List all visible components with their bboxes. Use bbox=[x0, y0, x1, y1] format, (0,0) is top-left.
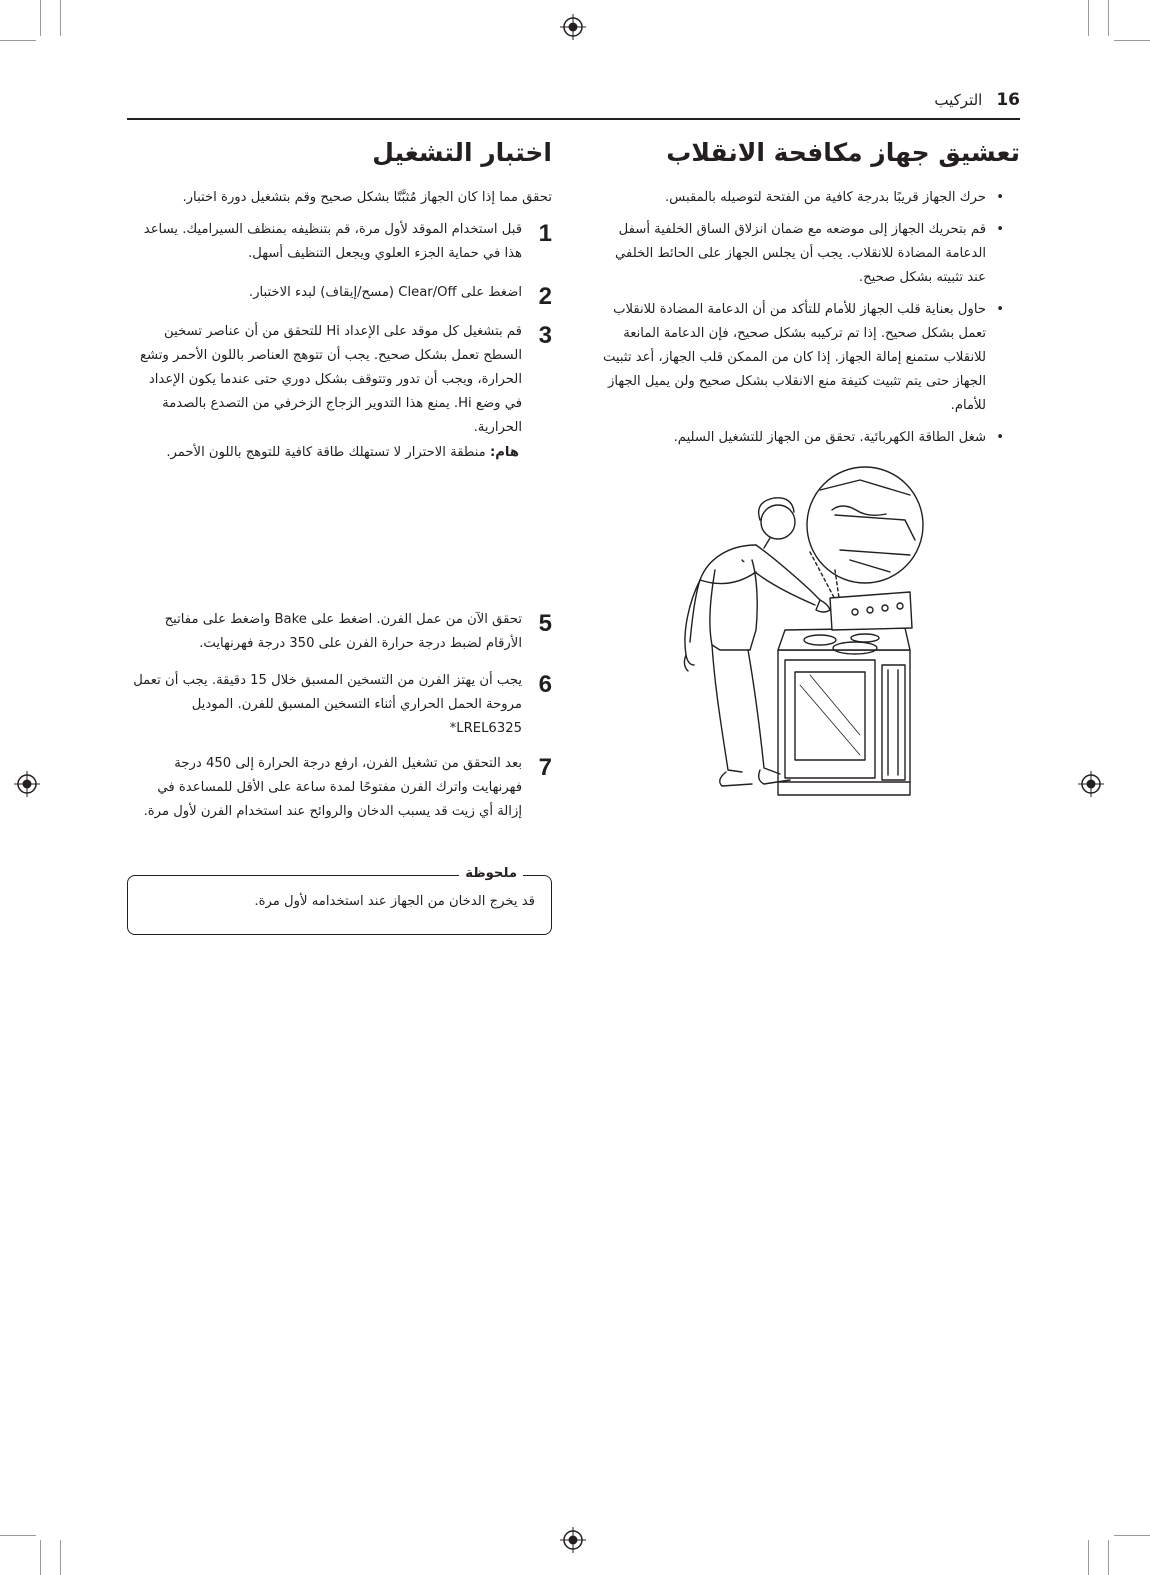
page-number: 16 bbox=[996, 90, 1020, 110]
step-text: اضغط على Clear/Off (مسح/إيقاف) لبدء الاختبار. bbox=[248, 285, 522, 300]
crop-mark bbox=[1114, 1535, 1150, 1536]
step-text: قبل استخدام الموقد لأول مرة، قم بتنظيفه بمنظف السيراميك. يساعد هذا في حماية الجزء العلوي ويجعل التنظيف أسهل. bbox=[143, 222, 522, 261]
crop-mark bbox=[1108, 0, 1109, 36]
registration-mark-icon bbox=[560, 1527, 586, 1553]
crop-mark bbox=[1114, 40, 1150, 41]
list-item: • حرك الجهاز قريبًا بدرجة كافية من الفتحة لتوصيله بالمقبس. bbox=[594, 186, 1004, 210]
step-5 bbox=[127, 608, 552, 656]
list-item: • شغل الطاقة الكهربائية. تحقق من الجهاز للتشغيل السليم. bbox=[594, 426, 1004, 450]
intro-text: تحقق مما إذا كان الجهاز مُثبَّتًا بشكل صحيح وقم بتشغيل دورة اختبار. bbox=[182, 190, 552, 205]
warning-note bbox=[127, 441, 519, 465]
anti-tip-bullet-list bbox=[594, 186, 1004, 458]
note-label: ملحوظة bbox=[459, 866, 523, 881]
registration-mark-icon bbox=[14, 771, 40, 797]
step-number: 6 bbox=[538, 671, 552, 698]
crop-mark bbox=[0, 1535, 36, 1536]
crop-mark bbox=[1088, 1540, 1089, 1575]
note-box bbox=[127, 866, 552, 935]
step-2 bbox=[127, 281, 552, 311]
step-text: تحقق الآن من عمل الفرن. اضغط على Bake واضغط على مفاتيح الأرقام لضبط درجة حرارة الفرن على 350 درجة فهرنهايت. bbox=[164, 612, 522, 651]
step-1 bbox=[127, 218, 552, 266]
crop-mark bbox=[40, 0, 41, 36]
left-column-title: اختبار التشغيل bbox=[372, 138, 552, 167]
list-item: • قم بتحريك الجهاز إلى موضعه مع ضمان انزلاق الساق الخلفية أسفل الدعامة المضادة للانقلاب. يجب أن يجلس الجهاز على الحائط الخلفي عند تثبيته بشكل صحيح. bbox=[594, 218, 1004, 290]
registration-mark-icon bbox=[560, 14, 586, 40]
crop-mark bbox=[0, 40, 36, 41]
crop-mark bbox=[60, 1540, 61, 1575]
step-number: 2 bbox=[538, 283, 552, 310]
list-item: • حاول بعناية قلب الجهاز للأمام للتأكد من أن الدعامة المضادة للانقلاب تعمل بشكل صحيح. إذا تم تركيبه بشكل صحيح، فإن الدعامة المانعة للانقلاب ستمنع إمالة الجهاز. إذا كان من الممكن قلب الجهاز، أعد تثبيت الجهاز حتى يتم تثبيت كتيفة منع الانقلاب بشكل صحيح ولن يميل الجهاز للأمام. bbox=[594, 298, 1004, 418]
crop-mark bbox=[1108, 1540, 1109, 1575]
page-header bbox=[934, 90, 1020, 110]
warning-text: منطقة الاحترار لا تستهلك طاقة كافية للتوهج باللون الأحمر. bbox=[166, 445, 486, 460]
anti-tip-illustration bbox=[660, 460, 925, 805]
step-number: 3 bbox=[538, 322, 552, 349]
crop-mark bbox=[60, 0, 61, 36]
warning-label: هام: bbox=[489, 445, 519, 460]
header-rule bbox=[127, 118, 1020, 120]
crop-mark bbox=[40, 1540, 41, 1575]
step-7 bbox=[127, 752, 552, 824]
note-text: قد يخرج الدخان من الجهاز عند استخدامه لأول مرة. bbox=[254, 894, 535, 909]
section-name: التركيب bbox=[934, 91, 983, 109]
crop-mark bbox=[1088, 0, 1089, 36]
step-number: 7 bbox=[538, 754, 552, 781]
step-text: يجب أن يهتز الفرن من التسخين المسبق خلال 15 دقيقة. يجب أن تعمل مروحة الحمل الحراري أثناء التسخين المسبق للفرن. الموديل LREL6325* bbox=[133, 673, 522, 736]
step-number: 1 bbox=[538, 220, 552, 247]
step-3 bbox=[127, 320, 552, 440]
step-number: 5 bbox=[538, 610, 552, 637]
step-text: قم بتشغيل كل موقد على الإعداد Hi للتحقق من أن عناصر تسخين السطح تعمل بشكل صحيح. يجب أن تتوهج العناصر باللون الأحمر وتشع الحرارة، ويجب أن تدور وتتوقف بشكل دوري حتى عندما يكون الإعداد في وضع Hi. يمنع هذا التدوير الزجاج الزخرفي من التصدع بالصدمة الحرارية. bbox=[140, 324, 522, 435]
step-text: بعد التحقق من تشغيل الفرن، ارفع درجة الحرارة إلى 450 درجة فهرنهايت واترك الفرن مفتوحًا لمدة ساعة على الأقل للمساعدة في إزالة أي زيت قد يسبب الدخان والروائح عند استخدام الفرن لأول مرة. bbox=[143, 756, 522, 819]
step-6 bbox=[127, 669, 552, 741]
right-column-title: تعشيق جهاز مكافحة الانقلاب bbox=[666, 138, 1020, 167]
registration-mark-icon bbox=[1078, 771, 1104, 797]
